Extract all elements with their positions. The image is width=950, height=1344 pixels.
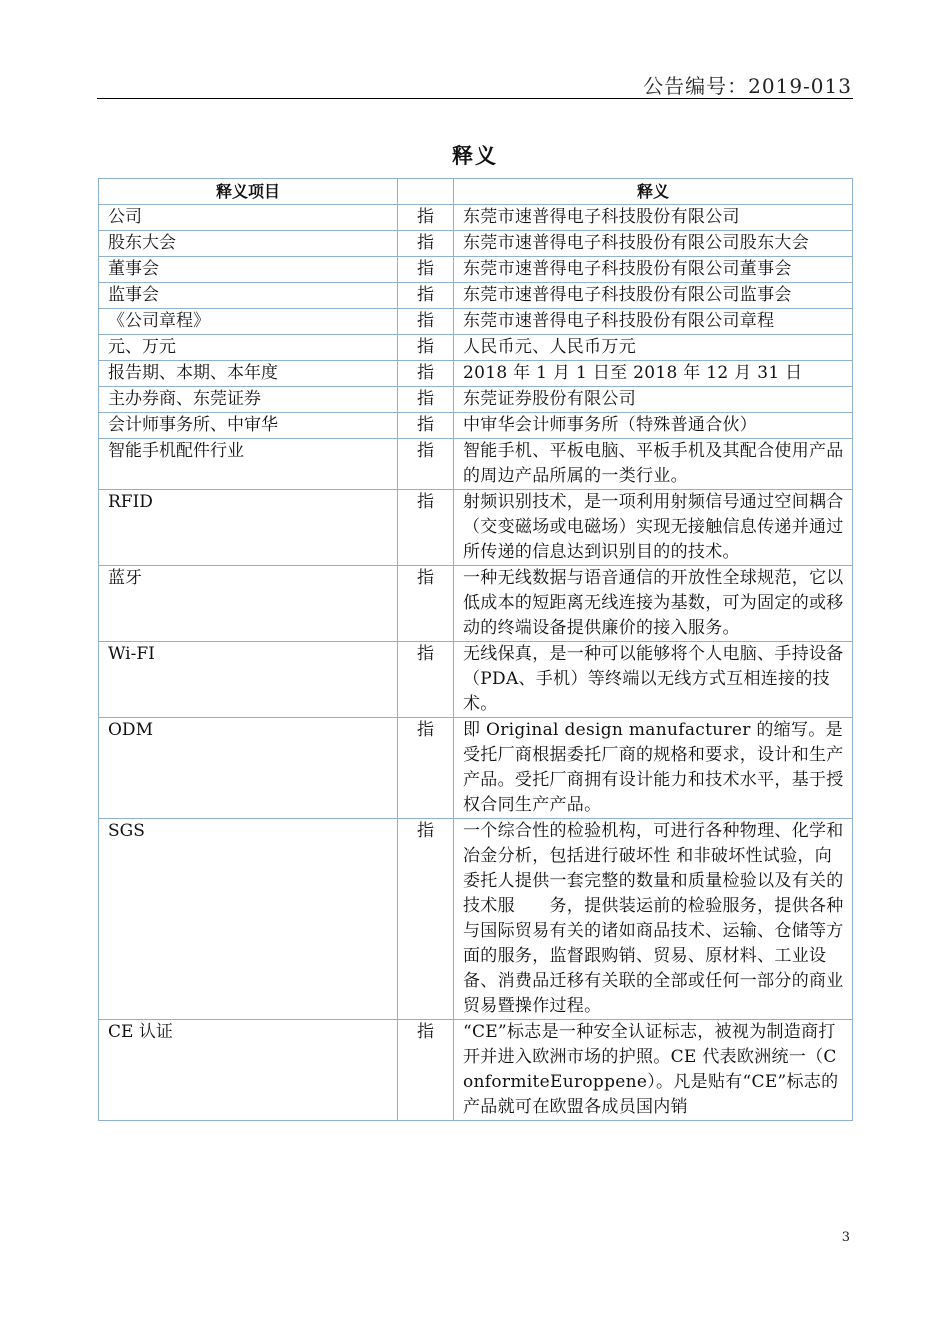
announcement-number: 公告编号：2019-013 [643, 74, 852, 98]
mark-cell: 指 [398, 283, 454, 309]
table-header-row [99, 179, 853, 205]
term-cell: 董事会 [99, 257, 398, 283]
table-row [99, 490, 853, 566]
table-row [99, 257, 853, 283]
mark-cell: 指 [398, 718, 454, 819]
column-header-term: 释义项目 [99, 179, 398, 205]
table-row [99, 335, 853, 361]
table-row [99, 642, 853, 718]
definition-cell: 2018 年 1 月 1 日至 2018 年 12 月 31 日 [454, 361, 853, 387]
table-row [99, 387, 853, 413]
term-cell: 报告期、本期、本年度 [99, 361, 398, 387]
term-cell: SGS [99, 819, 398, 1020]
table-row [99, 566, 853, 642]
definition-cell: 东莞市速普得电子科技股份有限公司股东大会 [454, 231, 853, 257]
table-row [99, 361, 853, 387]
header-divider [97, 98, 853, 99]
term-cell: 股东大会 [99, 231, 398, 257]
definition-cell: 东莞市速普得电子科技股份有限公司 [454, 205, 853, 231]
term-cell: ODM [99, 718, 398, 819]
table-row [99, 309, 853, 335]
term-cell: 公司 [99, 205, 398, 231]
definition-cell: 无线保真，是一种可以能够将个人电脑、手持设备（PDA、手机）等终端以无线方式互相连接的技术。 [454, 642, 853, 718]
term-cell: RFID [99, 490, 398, 566]
column-header-mark [398, 179, 454, 205]
mark-cell: 指 [398, 257, 454, 283]
table-row [99, 819, 853, 1020]
term-cell: 《公司章程》 [99, 309, 398, 335]
term-cell: 会计师事务所、中审华 [99, 413, 398, 439]
definition-cell: 一种无线数据与语音通信的开放性全球规范，它以低成本的短距离无线连接为基数，可为固定的或移动的终端设备提供廉价的接入服务。 [454, 566, 853, 642]
page-title: 释义 [452, 144, 498, 168]
term-cell: 主办券商、东莞证券 [99, 387, 398, 413]
mark-cell: 指 [398, 490, 454, 566]
definition-cell: 射频识别技术，是一项利用射频信号通过空间耦合（交变磁场或电磁场）实现无接触信息传递并通过所传递的信息达到识别目的的技术。 [454, 490, 853, 566]
term-cell: 监事会 [99, 283, 398, 309]
definition-cell: 人民币元、人民币万元 [454, 335, 853, 361]
definition-cell: 中审华会计师事务所（特殊普通合伙） [454, 413, 853, 439]
term-cell: CE 认证 [99, 1020, 398, 1121]
mark-cell: 指 [398, 819, 454, 1020]
mark-cell: 指 [398, 309, 454, 335]
table-row [99, 283, 853, 309]
definition-cell: 东莞市速普得电子科技股份有限公司章程 [454, 309, 853, 335]
definition-cell: 一个综合性的检验机构，可进行各种物理、化学和冶金分析，包括进行破坏性 和非破坏性试验，向委托人提供一套完整的数量和质量检验以及有关的技术服 务，提供装运前的检验服务，提供各种与国际贸易有关的诸如商品技术、运输、仓储等方面的服务，监督跟购销、贸易、原材料、工业设备、消费品迁移有关联的全部或任何一部分的商业贸易暨操作过程。 [454, 819, 853, 1020]
mark-cell: 指 [398, 361, 454, 387]
mark-cell: 指 [398, 1020, 454, 1121]
table-row [99, 718, 853, 819]
definition-cell: 东莞证券股份有限公司 [454, 387, 853, 413]
definition-cell: “CE”标志是一种安全认证标志，被视为制造商打开并进入欧洲市场的护照。CE 代表欧洲统一（ConformiteEuroppene）。凡是贴有“CE”标志的产品就可在欧盟各成员国内销 [454, 1020, 853, 1121]
table-row [99, 205, 853, 231]
mark-cell: 指 [398, 387, 454, 413]
mark-cell: 指 [398, 231, 454, 257]
definition-cell: 智能手机、平板电脑、平板手机及其配合使用产品的周边产品所属的一类行业。 [454, 439, 853, 490]
definition-cell: 东莞市速普得电子科技股份有限公司董事会 [454, 257, 853, 283]
mark-cell: 指 [398, 439, 454, 490]
table-row [99, 231, 853, 257]
definition-cell: 东莞市速普得电子科技股份有限公司监事会 [454, 283, 853, 309]
table-row [99, 439, 853, 490]
mark-cell: 指 [398, 335, 454, 361]
mark-cell: 指 [398, 642, 454, 718]
table-row [99, 413, 853, 439]
definitions-table [98, 178, 853, 1121]
table-row [99, 1020, 853, 1121]
page-number: 3 [841, 1230, 850, 1245]
mark-cell: 指 [398, 205, 454, 231]
term-cell: 智能手机配件行业 [99, 439, 398, 490]
column-header-definition: 释义 [454, 179, 853, 205]
term-cell: 元、万元 [99, 335, 398, 361]
mark-cell: 指 [398, 566, 454, 642]
term-cell: 蓝牙 [99, 566, 398, 642]
mark-cell: 指 [398, 413, 454, 439]
term-cell: Wi-FI [99, 642, 398, 718]
definition-cell: 即 Original design manufacturer 的缩写。是受托厂商根据委托厂商的规格和要求，设计和生产产品。受托厂商拥有设计能力和技术水平，基于授权合同生产产品。 [454, 718, 853, 819]
